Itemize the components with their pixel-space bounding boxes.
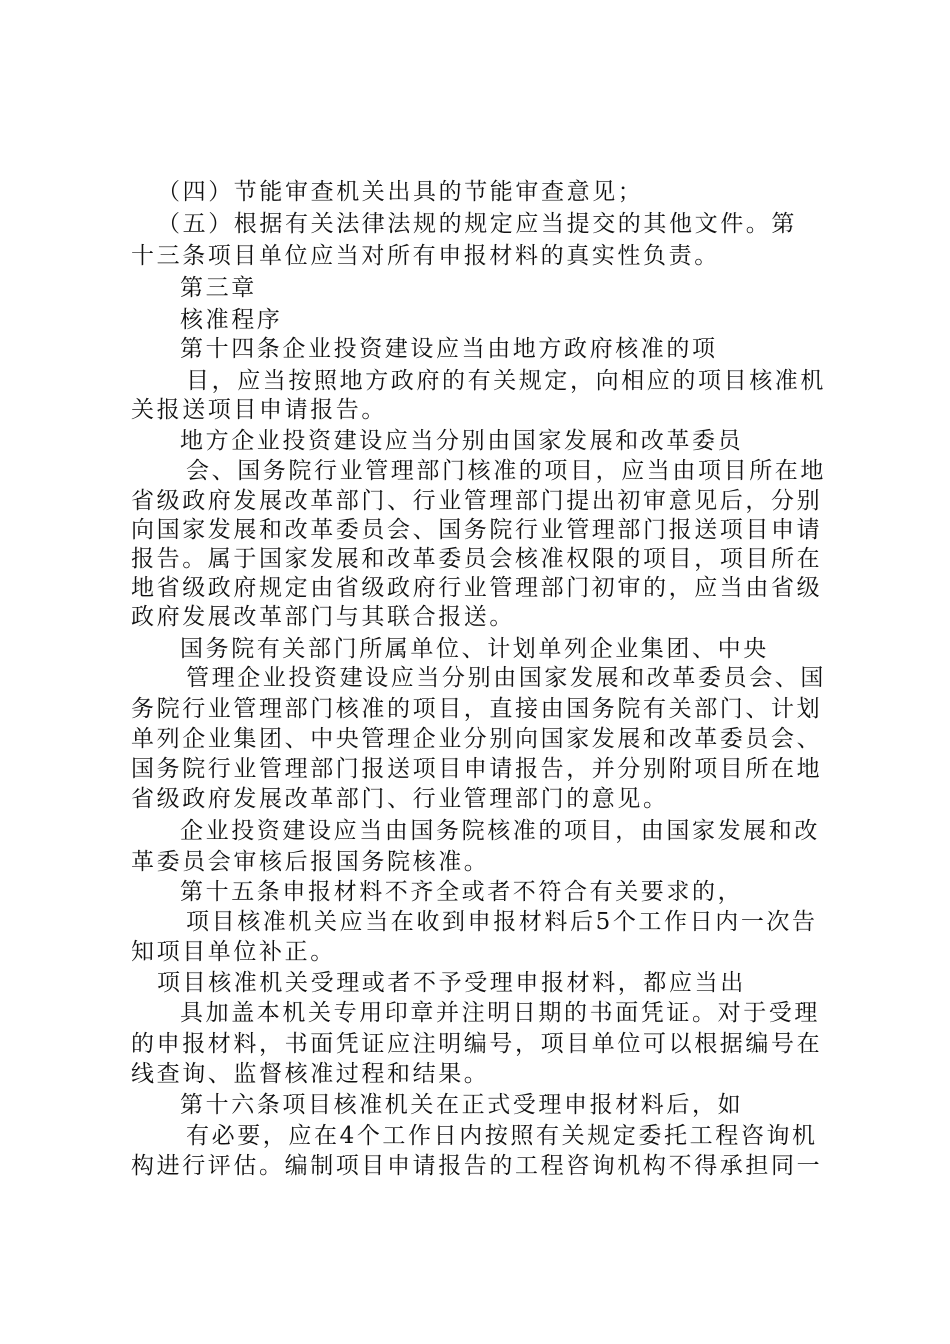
text-line: 十三条项目单位应当对所有申报材料的真实性负责。 xyxy=(131,243,720,269)
text-line: 地方企业投资建设应当分别由国家发展和改革委员 xyxy=(180,428,744,454)
text-line: 知项目单位补正。 xyxy=(131,939,336,965)
text-line: 目，应当按照地方政府的有关规定，向相应的项目核准机 xyxy=(186,368,826,394)
text-line: 管理企业投资建设应当分别由国家发展和改革委员会、国 xyxy=(186,665,826,691)
text-line: 省级政府发展改革部门、行业管理部门的意见。 xyxy=(131,786,669,812)
text-line: 省级政府发展改革部门、行业管理部门提出初审意见后，分别 xyxy=(131,488,823,514)
text-line: 第三章 xyxy=(180,275,257,301)
text-line: （五）根据有关法律法规的规定应当提交的其他文件。第 xyxy=(157,211,797,237)
text-line: 向国家发展和改革委员会、国务院行业管理部门报送项目申请 xyxy=(131,517,823,543)
text-line: 的申报材料，书面凭证应注明编号，项目单位可以根据编号在 xyxy=(131,1031,823,1057)
text-line: 务院行业管理部门核准的项目，直接由国务院有关部门、计划 xyxy=(131,696,823,722)
text-line: 会、国务院行业管理部门核准的项目，应当由项目所在地 xyxy=(186,458,826,484)
text-line: 第十五条申报材料不齐全或者不符合有关要求的， xyxy=(180,879,744,905)
text-line: 具加盖本机关专用印章并注明日期的书面凭证。对于受理 xyxy=(180,1000,820,1026)
text-line: 有必要，应在4个工作日内按照有关规定委托工程咨询机 xyxy=(186,1123,818,1149)
text-line: 项目核准机关受理或者不予受理申报材料，都应当出 xyxy=(157,970,746,996)
text-line: 革委员会审核后报国务院核准。 xyxy=(131,849,490,875)
text-line: 地省级政府规定由省级政府行业管理部门初审的，应当由省级 xyxy=(131,575,823,601)
text-line: 国务院行业管理部门报送项目申请报告，并分别附项目所在地 xyxy=(131,756,823,782)
text-line: 核准程序 xyxy=(180,307,283,333)
text-line: 单列企业集团、中央管理企业分别向国家发展和改革委员会、 xyxy=(131,726,823,752)
text-line: 政府发展改革部门与其联合报送。 xyxy=(131,604,515,630)
text-line: 企业投资建设应当由国务院核准的项目，由国家发展和改 xyxy=(180,818,820,844)
text-line: 项目核准机关应当在收到申报材料后5个工作日内一次告 xyxy=(186,909,818,935)
text-line: 第十四条企业投资建设应当由地方政府核准的项 xyxy=(180,336,718,362)
text-line: 构进行评估。编制项目申请报告的工程咨询机构不得承担同一 xyxy=(131,1153,823,1179)
text-line: 线查询、监督核准过程和结果。 xyxy=(131,1061,490,1087)
text-line: 国务院有关部门所属单位、计划单列企业集团、中央 xyxy=(180,636,769,662)
text-line: （四）节能审查机关出具的节能审查意见； xyxy=(157,179,644,205)
text-line: 关报送项目申请报告。 xyxy=(131,397,387,423)
text-line: 第十六条项目核准机关在正式受理申报材料后，如 xyxy=(180,1092,744,1118)
text-line: 报告。属于国家发展和改革委员会核准权限的项目，项目所在 xyxy=(131,546,823,572)
